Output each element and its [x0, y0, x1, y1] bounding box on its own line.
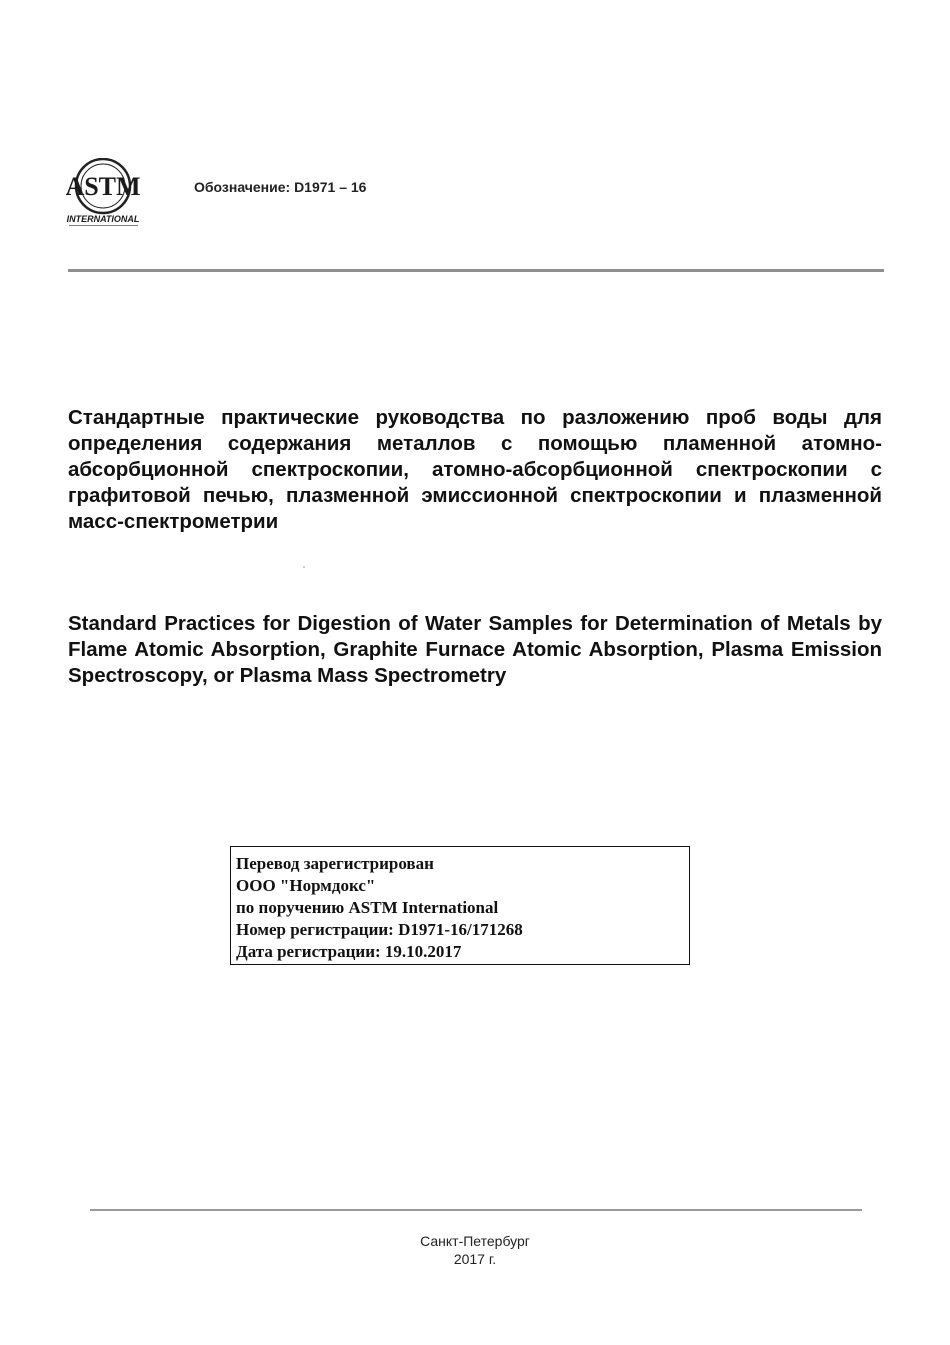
registration-line-1: Перевод зарегистрирован: [236, 854, 434, 873]
registration-line-2: ООО "Нормдокс": [236, 876, 376, 895]
footer: [0, 1232, 950, 1268]
svg-text:INTERNATIONAL: INTERNATIONAL: [66, 214, 140, 224]
designation-label: Обозначение: D1971 – 16: [194, 179, 367, 195]
title-russian: Стандартные практические руководства по разложению проб воды для определения содержания металлов с помощью пламенной атомно-абсорбционной спектроскопии, атомно-абсорбционной спектроскопии с графитовой печью, плазменной эмиссионной спектроскопии и плазменной масс-спектрометрии: [68, 406, 882, 533]
svg-text:ASTM: ASTM: [66, 172, 141, 201]
footer-city: Санкт-Петербург: [420, 1233, 530, 1249]
footer-year: 2017 г.: [453, 1251, 497, 1267]
title-english: Standard Practices for Digestion of Water Samples for Determination of Metals by Flame Atomic Absorption, Graphite Furnace Atomic Absorption, Plasma Emission Spectroscopy, or Plasma Mass Spectrometry: [68, 612, 882, 687]
astm-logo: [66, 158, 144, 228]
top-divider: [68, 269, 884, 272]
registration-date: Дата регистрации: 19.10.2017: [236, 942, 462, 961]
stray-mark: [303, 566, 305, 568]
registration-number: Номер регистрации: D1971-16/171268: [236, 920, 523, 939]
registration-box: [230, 846, 690, 965]
registration-line-3: по поручению ASTM International: [236, 898, 499, 917]
bottom-divider: [90, 1209, 862, 1211]
astm-logo-icon: [66, 158, 144, 228]
